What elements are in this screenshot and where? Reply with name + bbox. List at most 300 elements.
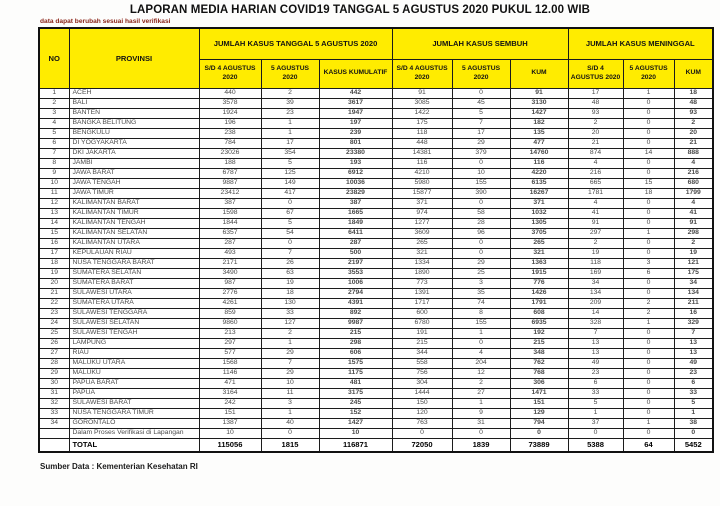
province-name: NUSA TENGGARA BARAT (69, 258, 199, 268)
recovered-cumulative: 6135 (510, 178, 568, 188)
table-row (39, 408, 713, 418)
recovered-cumulative: 116 (510, 158, 568, 168)
deaths-5aug: 0 (623, 98, 674, 108)
recovered-cumulative: 1471 (510, 388, 568, 398)
recovered-5aug: 74 (452, 298, 510, 308)
province-name: KALIMANTAN UTARA (69, 238, 199, 248)
deaths-cumulative: 175 (674, 268, 713, 278)
deaths-cumulative: 4 (674, 158, 713, 168)
cases-5aug: 11 (261, 388, 319, 398)
deaths-cumulative: 1 (674, 408, 713, 418)
recovered-cumulative: 3705 (510, 228, 568, 238)
row-number: 24 (39, 318, 69, 328)
recovered-until-4aug: 6780 (392, 318, 452, 328)
cases-until-4aug: 23412 (199, 188, 261, 198)
table-row (39, 128, 713, 138)
deaths-5aug: 0 (623, 408, 674, 418)
recovered-5aug: 58 (452, 208, 510, 218)
data-source-note: Sumber Data : Kementerian Kesehatan RI (40, 462, 198, 471)
deaths-5aug: 0 (623, 238, 674, 248)
recovered-5aug: 29 (452, 138, 510, 148)
recovered-until-4aug: 1890 (392, 268, 452, 278)
cases-cumulative: 3553 (319, 268, 392, 278)
row-number: 22 (39, 298, 69, 308)
province-name: SULAWESI SELATAN (69, 318, 199, 328)
row-number: 6 (39, 138, 69, 148)
recovered-cumulative: 762 (510, 358, 568, 368)
cases-until-4aug: 471 (199, 378, 261, 388)
recovered-5aug: 155 (452, 318, 510, 328)
recovered-cumulative: 1427 (510, 108, 568, 118)
province-name: LAMPUNG (69, 338, 199, 348)
recovered-cumulative: 776 (510, 278, 568, 288)
row-number: 7 (39, 148, 69, 158)
cases-until-4aug: 9887 (199, 178, 261, 188)
row-number: 25 (39, 328, 69, 338)
deaths-cumulative: 7 (674, 328, 713, 338)
cases-5aug: 1 (261, 128, 319, 138)
cases-cumulative: 1947 (319, 108, 392, 118)
recovered-cumulative: 91 (510, 88, 568, 98)
table-row (39, 358, 713, 368)
deaths-until-4aug: 48 (568, 98, 623, 108)
recovered-cumulative: 151 (510, 398, 568, 408)
deaths-until-4aug: 874 (568, 148, 623, 158)
cases-cumulative: 2794 (319, 288, 392, 298)
deaths-cumulative: 23 (674, 368, 713, 378)
cases-cumulative: 23829 (319, 188, 392, 198)
cases-until-4aug: 1598 (199, 208, 261, 218)
row-number: 4 (39, 118, 69, 128)
cases-until-4aug: 2171 (199, 258, 261, 268)
recovered-until-4aug: 191 (392, 328, 452, 338)
province-name: TOTAL (69, 438, 199, 452)
cases-until-4aug: 3490 (199, 268, 261, 278)
province-name: JAWA TENGAH (69, 178, 199, 188)
row-number: 16 (39, 238, 69, 248)
recovered-5aug: 25 (452, 268, 510, 278)
recovered-until-4aug: 5980 (392, 178, 452, 188)
row-number: 10 (39, 178, 69, 188)
cases-cumulative: 4391 (319, 298, 392, 308)
cases-until-4aug: 23026 (199, 148, 261, 158)
deaths-cumulative: 21 (674, 138, 713, 148)
deaths-until-4aug: 5388 (568, 438, 623, 452)
col-header-provinsi: PROVINSI (69, 28, 199, 88)
row-number (39, 438, 69, 452)
deaths-cumulative: 329 (674, 318, 713, 328)
cases-until-4aug: 287 (199, 238, 261, 248)
deaths-until-4aug: 37 (568, 418, 623, 428)
deaths-5aug: 0 (623, 118, 674, 128)
deaths-cumulative: 49 (674, 358, 713, 368)
row-number: 33 (39, 408, 69, 418)
recovered-until-4aug: 321 (392, 248, 452, 258)
deaths-5aug: 0 (623, 108, 674, 118)
deaths-5aug: 14 (623, 148, 674, 158)
recovered-5aug: 155 (452, 178, 510, 188)
report-title: LAPORAN MEDIA HARIAN COVID19 TANGGAL 5 AGUSTUS 2020 PUKUL 12.00 WIB (129, 4, 591, 16)
cases-cumulative: 10 (319, 428, 392, 438)
recovered-cumulative: 1305 (510, 218, 568, 228)
cases-cumulative: 606 (319, 348, 392, 358)
recovered-cumulative: 265 (510, 238, 568, 248)
cases-5aug: 5 (261, 158, 319, 168)
cases-until-4aug: 1844 (199, 218, 261, 228)
recovered-cumulative: 16267 (510, 188, 568, 198)
cases-5aug: 127 (261, 318, 319, 328)
cases-5aug: 39 (261, 98, 319, 108)
cases-5aug: 3 (261, 398, 319, 408)
col-header-deaths-cumulative: KUM (674, 59, 713, 88)
cases-5aug: 7 (261, 248, 319, 258)
row-number: 18 (39, 258, 69, 268)
col-header-deaths-until-4aug: S/D 4 AGUSTUS 2020 (568, 59, 623, 88)
deaths-5aug: 0 (623, 428, 674, 438)
table-row (39, 248, 713, 258)
deaths-5aug: 0 (623, 358, 674, 368)
recovered-until-4aug: 3085 (392, 98, 452, 108)
table-row (39, 388, 713, 398)
row-number: 20 (39, 278, 69, 288)
cases-cumulative: 1575 (319, 358, 392, 368)
recovered-until-4aug: 1422 (392, 108, 452, 118)
deaths-5aug: 0 (623, 128, 674, 138)
recovered-cumulative: 4220 (510, 168, 568, 178)
recovered-cumulative: 182 (510, 118, 568, 128)
province-name: NUSA TENGGARA TIMUR (69, 408, 199, 418)
deaths-cumulative: 41 (674, 208, 713, 218)
recovered-until-4aug: 558 (392, 358, 452, 368)
deaths-5aug: 0 (623, 338, 674, 348)
province-name: MALUKU UTARA (69, 358, 199, 368)
table-body (39, 88, 713, 452)
deaths-5aug: 0 (623, 218, 674, 228)
deaths-cumulative: 4 (674, 198, 713, 208)
cases-5aug: 1815 (261, 438, 319, 452)
province-name: GORONTALO (69, 418, 199, 428)
cases-5aug: 33 (261, 308, 319, 318)
cases-cumulative: 3175 (319, 388, 392, 398)
deaths-until-4aug: 2 (568, 238, 623, 248)
recovered-cumulative: 321 (510, 248, 568, 258)
cases-until-4aug: 859 (199, 308, 261, 318)
table-row (39, 288, 713, 298)
recovered-until-4aug: 756 (392, 368, 452, 378)
recovered-until-4aug: 175 (392, 118, 452, 128)
recovered-until-4aug: 1334 (392, 258, 452, 268)
deaths-5aug: 15 (623, 178, 674, 188)
deaths-until-4aug: 0 (568, 428, 623, 438)
recovered-until-4aug: 974 (392, 208, 452, 218)
deaths-5aug: 0 (623, 398, 674, 408)
deaths-cumulative: 18 (674, 88, 713, 98)
deaths-cumulative: 211 (674, 298, 713, 308)
recovered-cumulative: 3130 (510, 98, 568, 108)
recovered-5aug: 0 (452, 338, 510, 348)
table-row (39, 118, 713, 128)
province-name: KALIMANTAN BARAT (69, 198, 199, 208)
province-name: JAWA TIMUR (69, 188, 199, 198)
cases-cumulative: 215 (319, 328, 392, 338)
cases-5aug: 1 (261, 338, 319, 348)
province-name: PAPUA (69, 388, 199, 398)
table-row (39, 218, 713, 228)
province-name: ACEH (69, 88, 199, 98)
recovered-5aug: 29 (452, 258, 510, 268)
group-header-recovered: JUMLAH KASUS SEMBUH (392, 28, 568, 59)
deaths-5aug: 0 (623, 288, 674, 298)
province-name: KALIMANTAN TIMUR (69, 208, 199, 218)
deaths-until-4aug: 7 (568, 328, 623, 338)
recovered-until-4aug: 1277 (392, 218, 452, 228)
recovered-until-4aug: 116 (392, 158, 452, 168)
province-name: SULAWESI UTARA (69, 288, 199, 298)
verification-note: data dapat berubah sesuai hasil verifikasi (40, 18, 171, 25)
recovered-cumulative: 608 (510, 308, 568, 318)
cases-cumulative: 10036 (319, 178, 392, 188)
row-number: 31 (39, 388, 69, 398)
col-header-cases-until-4aug: S/D 4 AGUSTUS 2020 (199, 59, 261, 88)
deaths-cumulative: 16 (674, 308, 713, 318)
recovered-until-4aug: 773 (392, 278, 452, 288)
deaths-5aug: 0 (623, 208, 674, 218)
deaths-until-4aug: 118 (568, 258, 623, 268)
deaths-until-4aug: 297 (568, 228, 623, 238)
deaths-until-4aug: 13 (568, 348, 623, 358)
cases-cumulative: 1665 (319, 208, 392, 218)
cases-cumulative: 116871 (319, 438, 392, 452)
row-number: 23 (39, 308, 69, 318)
cases-until-4aug: 6787 (199, 168, 261, 178)
province-name: JAWA BARAT (69, 168, 199, 178)
cases-until-4aug: 987 (199, 278, 261, 288)
deaths-until-4aug: 93 (568, 108, 623, 118)
table-row (39, 268, 713, 278)
deaths-cumulative: 48 (674, 98, 713, 108)
deaths-until-4aug: 1 (568, 408, 623, 418)
row-number: 3 (39, 108, 69, 118)
table-row (39, 148, 713, 158)
deaths-until-4aug: 19 (568, 248, 623, 258)
recovered-until-4aug: 120 (392, 408, 452, 418)
deaths-cumulative: 34 (674, 278, 713, 288)
deaths-until-4aug: 328 (568, 318, 623, 328)
recovered-cumulative: 1032 (510, 208, 568, 218)
cases-cumulative: 1427 (319, 418, 392, 428)
deaths-cumulative: 93 (674, 108, 713, 118)
recovered-cumulative: 192 (510, 328, 568, 338)
recovered-until-4aug: 600 (392, 308, 452, 318)
cases-cumulative: 1006 (319, 278, 392, 288)
deaths-5aug: 0 (623, 198, 674, 208)
cases-cumulative: 23380 (319, 148, 392, 158)
cases-cumulative: 500 (319, 248, 392, 258)
deaths-5aug: 2 (623, 298, 674, 308)
cases-cumulative: 2197 (319, 258, 392, 268)
cases-until-4aug: 9860 (199, 318, 261, 328)
deaths-until-4aug: 23 (568, 368, 623, 378)
table-row (39, 398, 713, 408)
col-header-recovered-until-4aug: S/D 4 AGUSTUS 2020 (392, 59, 452, 88)
cases-until-4aug: 3164 (199, 388, 261, 398)
province-name: KEPULAUAN RIAU (69, 248, 199, 258)
recovered-5aug: 0 (452, 238, 510, 248)
recovered-cumulative: 1915 (510, 268, 568, 278)
deaths-until-4aug: 4 (568, 158, 623, 168)
table-row (39, 238, 713, 248)
recovered-until-4aug: 0 (392, 428, 452, 438)
row-number: 15 (39, 228, 69, 238)
cases-cumulative: 1175 (319, 368, 392, 378)
cases-5aug: 19 (261, 278, 319, 288)
group-header-deaths: JUMLAH KASUS MENINGGAL (568, 28, 713, 59)
province-name: PAPUA BARAT (69, 378, 199, 388)
recovered-until-4aug: 15877 (392, 188, 452, 198)
recovered-cumulative: 129 (510, 408, 568, 418)
cases-until-4aug: 115056 (199, 438, 261, 452)
cases-cumulative: 387 (319, 198, 392, 208)
row-number: 1 (39, 88, 69, 98)
cases-5aug: 40 (261, 418, 319, 428)
recovered-5aug: 390 (452, 188, 510, 198)
cases-5aug: 125 (261, 168, 319, 178)
cases-until-4aug: 188 (199, 158, 261, 168)
deaths-5aug: 64 (623, 438, 674, 452)
recovered-5aug: 45 (452, 98, 510, 108)
table-row (39, 378, 713, 388)
recovered-until-4aug: 72050 (392, 438, 452, 452)
deaths-cumulative: 134 (674, 288, 713, 298)
cases-5aug: 10 (261, 378, 319, 388)
table-row (39, 158, 713, 168)
deaths-until-4aug: 13 (568, 338, 623, 348)
recovered-cumulative: 306 (510, 378, 568, 388)
deaths-until-4aug: 2 (568, 118, 623, 128)
row-number: 34 (39, 418, 69, 428)
deaths-5aug: 0 (623, 168, 674, 178)
row-number: 27 (39, 348, 69, 358)
deaths-5aug: 0 (623, 348, 674, 358)
table-row (39, 138, 713, 148)
recovered-5aug: 0 (452, 88, 510, 98)
row-number: 17 (39, 248, 69, 258)
recovered-cumulative: 371 (510, 198, 568, 208)
deaths-cumulative: 20 (674, 128, 713, 138)
cases-5aug: 0 (261, 428, 319, 438)
recovered-5aug: 35 (452, 288, 510, 298)
recovered-5aug: 7 (452, 118, 510, 128)
cases-5aug: 7 (261, 358, 319, 368)
row-number: 21 (39, 288, 69, 298)
cases-5aug: 29 (261, 368, 319, 378)
recovered-5aug: 17 (452, 128, 510, 138)
deaths-5aug: 0 (623, 158, 674, 168)
table-row (39, 428, 713, 438)
deaths-cumulative: 298 (674, 228, 713, 238)
deaths-5aug: 3 (623, 258, 674, 268)
deaths-cumulative: 2 (674, 238, 713, 248)
recovered-until-4aug: 304 (392, 378, 452, 388)
row-number: 32 (39, 398, 69, 408)
deaths-cumulative: 19 (674, 248, 713, 258)
recovered-until-4aug: 763 (392, 418, 452, 428)
table-row (39, 278, 713, 288)
col-header-deaths-5aug: 5 AGUSTUS 2020 (623, 59, 674, 88)
cases-until-4aug: 1568 (199, 358, 261, 368)
recovered-5aug: 12 (452, 368, 510, 378)
deaths-until-4aug: 209 (568, 298, 623, 308)
table-row (39, 298, 713, 308)
table-header (39, 28, 713, 88)
recovered-5aug: 1 (452, 398, 510, 408)
deaths-5aug: 18 (623, 188, 674, 198)
table-row (39, 178, 713, 188)
deaths-cumulative: 33 (674, 388, 713, 398)
cases-5aug: 29 (261, 348, 319, 358)
table-row (39, 328, 713, 338)
cases-cumulative: 801 (319, 138, 392, 148)
cases-cumulative: 481 (319, 378, 392, 388)
cases-until-4aug: 3578 (199, 98, 261, 108)
deaths-until-4aug: 21 (568, 138, 623, 148)
table-row (39, 208, 713, 218)
recovered-cumulative: 1363 (510, 258, 568, 268)
row-number: 8 (39, 158, 69, 168)
cases-until-4aug: 577 (199, 348, 261, 358)
deaths-until-4aug: 5 (568, 398, 623, 408)
row-number: 30 (39, 378, 69, 388)
recovered-until-4aug: 215 (392, 338, 452, 348)
cases-5aug: 26 (261, 258, 319, 268)
table-row (39, 168, 713, 178)
col-header-recovered-5aug: 5 AGUSTUS 2020 (452, 59, 510, 88)
recovered-5aug: 379 (452, 148, 510, 158)
cases-5aug: 2 (261, 88, 319, 98)
cases-5aug: 354 (261, 148, 319, 158)
row-number: 28 (39, 358, 69, 368)
deaths-cumulative: 5 (674, 398, 713, 408)
cases-cumulative: 239 (319, 128, 392, 138)
row-number: 14 (39, 218, 69, 228)
province-name: Dalam Proses Verifikasi di Lapangan (69, 428, 199, 438)
deaths-5aug: 0 (623, 378, 674, 388)
deaths-5aug: 1 (623, 318, 674, 328)
recovered-until-4aug: 1391 (392, 288, 452, 298)
province-name: BALI (69, 98, 199, 108)
recovered-until-4aug: 150 (392, 398, 452, 408)
table-row (39, 188, 713, 198)
table-row (39, 348, 713, 358)
deaths-5aug: 0 (623, 248, 674, 258)
cases-cumulative: 892 (319, 308, 392, 318)
table-row (39, 368, 713, 378)
recovered-5aug: 4 (452, 348, 510, 358)
province-name: KALIMANTAN TENGAH (69, 218, 199, 228)
cases-until-4aug: 297 (199, 338, 261, 348)
deaths-5aug: 0 (623, 138, 674, 148)
recovered-5aug: 1 (452, 328, 510, 338)
cases-5aug: 2 (261, 328, 319, 338)
row-number: 26 (39, 338, 69, 348)
recovered-cumulative: 6935 (510, 318, 568, 328)
cases-until-4aug: 196 (199, 118, 261, 128)
deaths-5aug: 1 (623, 88, 674, 98)
cases-until-4aug: 10 (199, 428, 261, 438)
recovered-until-4aug: 265 (392, 238, 452, 248)
row-number: 5 (39, 128, 69, 138)
recovered-cumulative: 0 (510, 428, 568, 438)
